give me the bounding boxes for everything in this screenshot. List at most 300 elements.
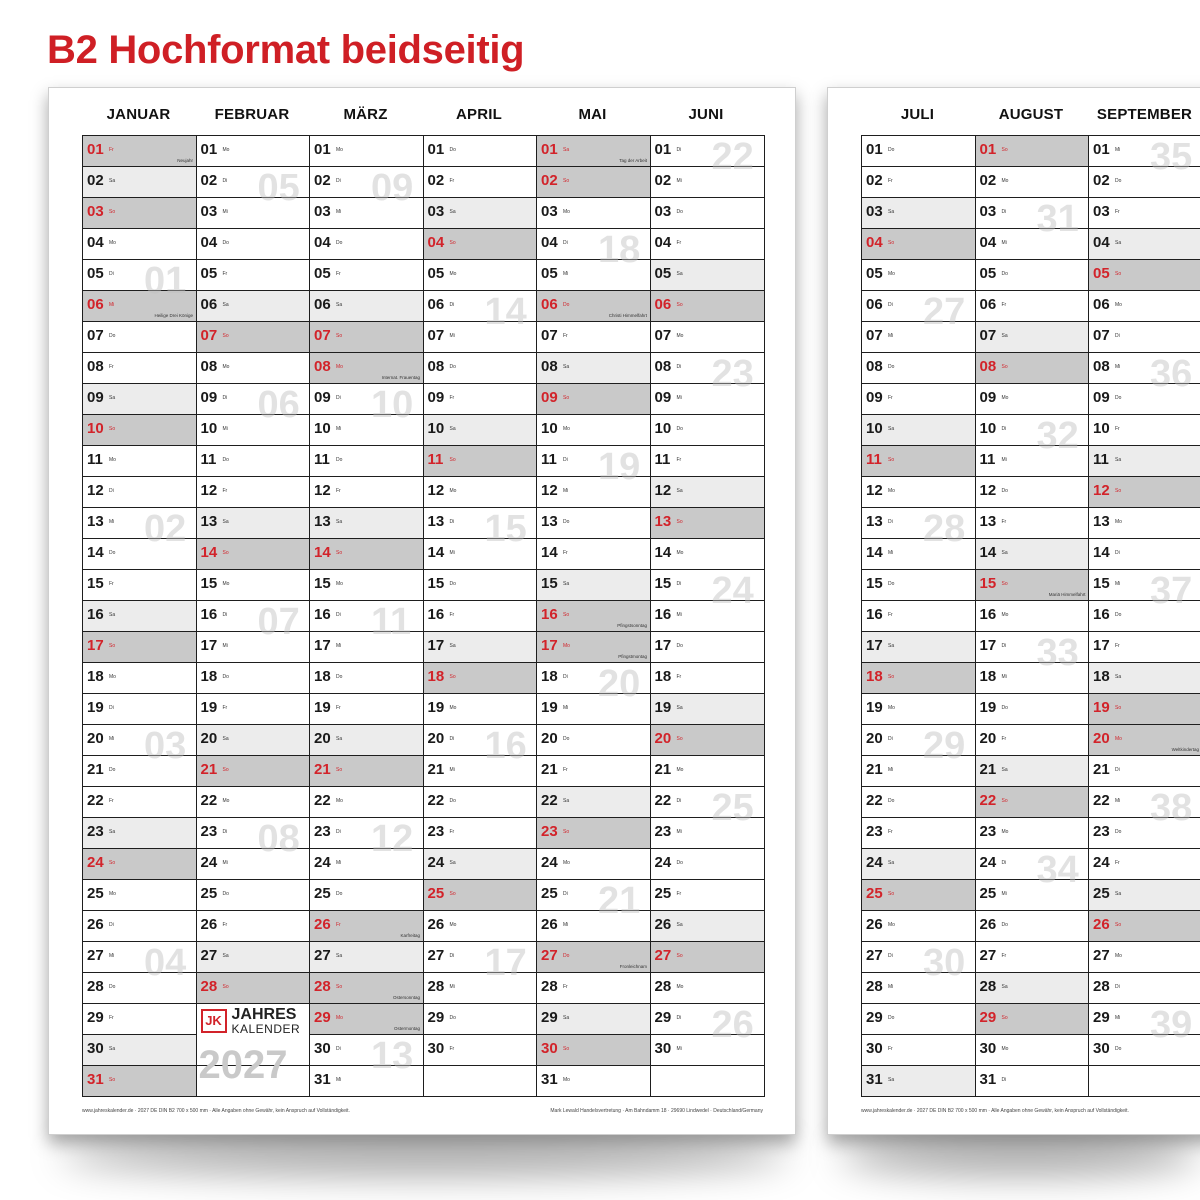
weekday-label: Sa xyxy=(1001,767,1008,773)
day-cell xyxy=(862,445,975,476)
weekday-label: Sa xyxy=(1001,550,1008,556)
weekday-label: Do xyxy=(676,209,683,215)
weekday-label: So xyxy=(563,1046,570,1052)
day-number: 19 xyxy=(866,699,883,716)
day-number: 18 xyxy=(1093,668,1110,685)
day-cell xyxy=(424,445,537,476)
day-number: 01 xyxy=(200,141,218,158)
day-number: 02 xyxy=(200,172,218,189)
day-cell xyxy=(424,383,537,414)
weekday-label: Di xyxy=(222,178,228,184)
weekday-label: Mo xyxy=(1115,302,1122,308)
week-number: 02 xyxy=(144,508,187,550)
weekday-label: Do xyxy=(449,364,456,370)
weekday-label: Fr xyxy=(449,612,455,618)
day-number: 15 xyxy=(200,575,218,592)
weekday-label: Di xyxy=(1001,1077,1007,1083)
weekday-label: So xyxy=(222,767,229,773)
weekday-label: Fr xyxy=(1001,519,1007,525)
day-number: 03 xyxy=(200,203,218,220)
day-cell xyxy=(310,135,423,166)
weekday-label: Do xyxy=(1001,488,1008,494)
weekday-label: Fr xyxy=(1115,426,1120,432)
weekday-label: Fr xyxy=(1115,643,1120,649)
weekday-label: Fr xyxy=(449,829,455,835)
weekday-label: Do xyxy=(222,240,229,246)
weekday-label: Mo xyxy=(336,798,343,804)
weekday-label: Mi xyxy=(222,643,228,649)
weekday-label: So xyxy=(109,426,116,432)
weekday-label: Fr xyxy=(336,488,341,494)
day-number: 23 xyxy=(1093,823,1110,840)
weekday-label: So xyxy=(1115,271,1122,277)
weekday-label: Di xyxy=(563,891,568,897)
day-number: 10 xyxy=(654,420,672,437)
weekday-label: So xyxy=(1001,798,1008,804)
day-number: 07 xyxy=(314,327,331,344)
weekday-label: Di xyxy=(676,364,682,370)
weekday-label: Mi xyxy=(222,426,228,432)
day-cell xyxy=(651,631,764,662)
day-cell xyxy=(1089,538,1200,569)
day-number: 29 xyxy=(1093,1009,1110,1026)
weekday-label: So xyxy=(1001,364,1008,370)
day-cell xyxy=(862,786,975,817)
grid-bottom-line xyxy=(424,1096,537,1097)
day-cell xyxy=(862,352,975,383)
day-number: 18 xyxy=(314,668,331,685)
day-number: 25 xyxy=(541,885,558,902)
holiday-label: Fronleichnam xyxy=(619,964,647,969)
day-number: 06 xyxy=(979,296,997,313)
day-number: 21 xyxy=(654,761,672,778)
week-number: 33 xyxy=(1036,632,1079,674)
day-cell xyxy=(83,879,196,910)
weekday-label: So xyxy=(676,953,683,959)
day-cell xyxy=(197,755,310,786)
day-cell xyxy=(310,569,423,600)
day-number: 28 xyxy=(87,978,104,995)
weekday-label: Sa xyxy=(676,705,683,711)
day-number: 13 xyxy=(979,513,997,530)
weekday-label: Do xyxy=(336,891,343,897)
weekday-label: Mi xyxy=(676,612,682,618)
weekday-label: Sa xyxy=(449,209,456,215)
day-cell xyxy=(537,972,650,1003)
day-cell xyxy=(862,1034,975,1065)
day-number: 13 xyxy=(427,513,445,530)
weekday-label: Do xyxy=(222,457,229,463)
day-cell xyxy=(424,228,537,259)
weekday-label: Sa xyxy=(449,426,456,432)
day-number: 04 xyxy=(866,234,883,251)
weekday-label: Sa xyxy=(1115,457,1122,463)
day-cell xyxy=(197,569,310,600)
week-number: 21 xyxy=(598,880,641,922)
day-number: 18 xyxy=(541,668,558,685)
day-number: 29 xyxy=(979,1009,997,1026)
day-number: 12 xyxy=(979,482,997,499)
day-cell xyxy=(537,569,650,600)
weekday-label: Sa xyxy=(563,364,570,370)
weekday-label: Mi xyxy=(109,302,115,308)
day-cell xyxy=(424,879,537,910)
day-cell xyxy=(1089,631,1200,662)
day-cell xyxy=(976,259,1089,290)
week-number: 36 xyxy=(1150,353,1193,395)
weekday-label: Mo xyxy=(449,705,457,711)
week-number: 06 xyxy=(257,384,300,426)
weekday-label: Mo xyxy=(888,271,895,277)
day-cell xyxy=(424,817,537,848)
day-number: 10 xyxy=(979,420,997,437)
day-cell xyxy=(651,910,764,941)
day-number: 21 xyxy=(541,761,558,778)
day-cell xyxy=(197,786,310,817)
day-cell xyxy=(83,910,196,941)
weekday-label: Sa xyxy=(222,736,229,742)
weekday-label: Di xyxy=(888,736,893,742)
weekday-label: Mo xyxy=(109,457,116,463)
day-number: 11 xyxy=(866,451,882,468)
day-number: 09 xyxy=(541,389,558,406)
weekday-label: Fr xyxy=(109,364,114,370)
day-number: 02 xyxy=(866,172,883,189)
weekday-label: Mi xyxy=(449,333,455,339)
weekday-label: Sa xyxy=(336,953,343,959)
weekday-label: So xyxy=(676,302,683,308)
day-number: 14 xyxy=(87,544,104,561)
month-header: APRIL xyxy=(456,106,502,123)
day-cell xyxy=(197,662,310,693)
day-number: 17 xyxy=(541,637,558,654)
weekday-label: Di xyxy=(888,519,893,525)
holiday-label: Heilige Drei Könige xyxy=(154,313,193,318)
day-number: 14 xyxy=(200,544,218,561)
day-number: 16 xyxy=(200,606,218,623)
day-cell xyxy=(310,755,423,786)
weekday-label: Fr xyxy=(222,922,228,928)
day-cell xyxy=(310,228,423,259)
week-number: 35 xyxy=(1150,136,1193,178)
month-header: JUNI xyxy=(688,106,724,123)
day-number: 09 xyxy=(314,389,331,406)
day-number: 19 xyxy=(1093,699,1110,716)
day-cell xyxy=(424,1034,537,1065)
day-number: 06 xyxy=(654,296,672,313)
empty-cell xyxy=(651,1065,764,1097)
month-header: JULI xyxy=(900,106,935,123)
day-number: 31 xyxy=(979,1071,997,1088)
weekday-label: Mo xyxy=(336,147,343,153)
day-cell xyxy=(651,662,764,693)
day-number: 01 xyxy=(427,141,445,158)
weekday-label: Mi xyxy=(1001,457,1007,463)
weekday-label: Di xyxy=(563,457,568,463)
day-number: 05 xyxy=(541,265,558,282)
day-cell xyxy=(424,910,537,941)
day-number: 02 xyxy=(87,172,104,189)
weekday-label: Mo xyxy=(336,364,343,370)
day-cell xyxy=(83,817,196,848)
day-number: 07 xyxy=(541,327,558,344)
weekday-label: Sa xyxy=(563,147,570,153)
day-number: 08 xyxy=(1093,358,1110,375)
sheet-shadow xyxy=(60,1135,790,1175)
weekday-label: Sa xyxy=(888,209,895,215)
week-number: 37 xyxy=(1150,570,1193,612)
day-number: 22 xyxy=(427,792,445,809)
week-number: 12 xyxy=(371,818,414,860)
day-cell xyxy=(537,197,650,228)
month-header: SEPTEMBER xyxy=(1096,106,1193,123)
day-number: 30 xyxy=(1093,1040,1110,1057)
weekday-label: Di xyxy=(222,612,228,618)
day-number: 21 xyxy=(866,761,883,778)
weekday-label: Fr xyxy=(888,612,893,618)
day-number: 13 xyxy=(87,513,104,530)
weekday-label: Di xyxy=(563,240,568,246)
day-cell xyxy=(83,197,196,228)
weekday-label: Mo xyxy=(222,798,230,804)
weekday-label: Mo xyxy=(1001,612,1009,618)
weekday-label: Mo xyxy=(563,860,570,866)
sheet-shadow xyxy=(840,1135,1200,1175)
weekday-label: So xyxy=(563,178,570,184)
day-cell xyxy=(651,879,764,910)
day-cell xyxy=(197,910,310,941)
day-cell xyxy=(1089,414,1200,445)
day-cell xyxy=(537,755,650,786)
day-cell xyxy=(83,786,196,817)
week-number: 09 xyxy=(371,167,414,209)
day-cell xyxy=(1089,259,1200,290)
weekday-label: Mo xyxy=(336,1015,343,1021)
weekday-label: Di xyxy=(109,705,114,711)
day-number: 30 xyxy=(314,1040,331,1057)
weekday-label: Do xyxy=(109,550,116,556)
holiday-label: Pfingstsonntag xyxy=(617,623,647,628)
day-cell xyxy=(1089,693,1200,724)
day-number: 27 xyxy=(87,947,104,964)
day-cell xyxy=(976,135,1089,166)
weekday-label: Mi xyxy=(1001,240,1007,246)
day-number: 26 xyxy=(1093,916,1110,933)
day-cell xyxy=(1089,228,1200,259)
day-number: 20 xyxy=(314,730,331,747)
day-number: 06 xyxy=(541,296,558,313)
day-number: 26 xyxy=(427,916,445,933)
day-cell xyxy=(310,786,423,817)
weekday-label: Sa xyxy=(888,643,895,649)
week-number: 27 xyxy=(923,291,966,333)
empty-cell xyxy=(424,1065,537,1097)
day-cell xyxy=(651,941,764,972)
weekday-label: Sa xyxy=(676,488,683,494)
weekday-label: Di xyxy=(1001,860,1007,866)
weekday-label: Fr xyxy=(676,891,682,897)
weekday-label: Di xyxy=(336,612,341,618)
weekday-label: Di xyxy=(1001,643,1007,649)
holiday-label: Christi Himmelfahrt xyxy=(608,313,647,318)
day-number: 26 xyxy=(200,916,218,933)
calendar-year: 2027 xyxy=(198,1043,288,1087)
day-cell xyxy=(83,600,196,631)
weekday-label: So xyxy=(1001,1015,1008,1021)
day-cell xyxy=(976,693,1089,724)
logo-title: JAHRES xyxy=(231,1006,297,1023)
weekday-label: Do xyxy=(1001,271,1008,277)
day-number: 07 xyxy=(654,327,672,344)
day-number: 27 xyxy=(979,947,997,964)
week-number: 07 xyxy=(257,601,300,643)
day-number: 17 xyxy=(314,637,331,654)
day-number: 09 xyxy=(1093,389,1110,406)
day-number: 21 xyxy=(427,761,445,778)
day-number: 21 xyxy=(1093,761,1110,778)
day-number: 13 xyxy=(654,513,672,530)
weekday-label: Mi xyxy=(563,705,569,711)
day-cell xyxy=(197,476,310,507)
day-number: 05 xyxy=(427,265,445,282)
day-cell xyxy=(197,507,310,538)
day-number: 29 xyxy=(541,1009,558,1026)
footer-left: www.jahreskalender.de · 2027 DE DIN B2 700 x 500 mm · Alle Angaben ohne Gewähr, kein Anspruch auf Vollständigkeit. xyxy=(861,1108,1129,1114)
weekday-label: Di xyxy=(676,798,682,804)
week-number: 26 xyxy=(711,1004,754,1046)
weekday-label: Fr xyxy=(888,1046,893,1052)
day-cell xyxy=(310,259,423,290)
day-cell xyxy=(862,414,975,445)
weekday-label: Do xyxy=(1115,395,1122,401)
weekday-label: Fr xyxy=(449,395,455,401)
day-number: 07 xyxy=(87,327,104,344)
day-cell xyxy=(651,476,764,507)
day-cell xyxy=(310,352,423,383)
weekday-label: Mo xyxy=(1001,829,1009,835)
day-cell xyxy=(83,1034,196,1065)
day-number: 02 xyxy=(427,172,445,189)
day-cell xyxy=(310,724,423,755)
weekday-label: Mi xyxy=(336,209,342,215)
day-cell xyxy=(424,476,537,507)
day-number: 07 xyxy=(866,327,883,344)
day-number: 22 xyxy=(866,792,883,809)
weekday-label: Sa xyxy=(1001,984,1008,990)
day-number: 19 xyxy=(200,699,218,716)
day-number: 15 xyxy=(654,575,672,592)
day-cell xyxy=(424,414,537,445)
day-number: 18 xyxy=(866,668,883,685)
day-number: 17 xyxy=(200,637,218,654)
weekday-label: So xyxy=(222,333,229,339)
day-cell xyxy=(310,507,423,538)
day-number: 08 xyxy=(200,358,218,375)
day-number: 17 xyxy=(427,637,445,654)
day-number: 19 xyxy=(87,699,104,716)
weekday-label: Mi xyxy=(336,1077,342,1083)
week-number: 23 xyxy=(711,353,754,395)
weekday-label: Sa xyxy=(563,798,570,804)
weekday-label: Mo xyxy=(449,271,457,277)
weekday-label: Mi xyxy=(888,550,894,556)
day-cell xyxy=(537,166,650,197)
weekday-label: So xyxy=(336,984,343,990)
weekday-label: Do xyxy=(109,333,116,339)
day-number: 29 xyxy=(314,1009,331,1026)
day-number: 05 xyxy=(1093,265,1110,282)
weekday-label: Mo xyxy=(676,767,684,773)
day-number: 23 xyxy=(314,823,331,840)
day-number: 11 xyxy=(979,451,996,468)
weekday-label: So xyxy=(888,457,895,463)
weekday-label: Di xyxy=(109,488,114,494)
day-number: 27 xyxy=(541,947,558,964)
day-number: 16 xyxy=(654,606,672,623)
weekday-label: Mi xyxy=(676,395,682,401)
day-cell xyxy=(310,662,423,693)
holiday-label: Ostersonntag xyxy=(392,995,420,1000)
day-cell xyxy=(1089,755,1200,786)
day-number: 05 xyxy=(979,265,997,282)
day-number: 05 xyxy=(200,265,218,282)
day-cell xyxy=(83,662,196,693)
holiday-label: Mariä Himmelfahrt xyxy=(1048,592,1086,597)
day-cell xyxy=(537,507,650,538)
weekday-label: So xyxy=(109,209,116,215)
day-number: 12 xyxy=(866,482,883,499)
weekday-label: Mi xyxy=(336,860,342,866)
weekday-label: Sa xyxy=(449,643,456,649)
day-number: 24 xyxy=(314,854,331,871)
day-number: 24 xyxy=(87,854,104,871)
day-number: 20 xyxy=(200,730,218,747)
day-cell xyxy=(976,1034,1089,1065)
day-number: 18 xyxy=(427,668,445,685)
weekday-label: So xyxy=(888,240,895,246)
day-number: 16 xyxy=(87,606,104,623)
weekday-label: So xyxy=(888,674,895,680)
day-number: 24 xyxy=(541,854,558,871)
day-number: 29 xyxy=(427,1009,445,1026)
weekday-label: So xyxy=(888,891,895,897)
day-number: 06 xyxy=(87,296,104,313)
weekday-label: Di xyxy=(336,178,341,184)
weekday-label: Mi xyxy=(1115,147,1121,153)
weekday-label: Fr xyxy=(336,922,341,928)
weekday-label: Fr xyxy=(888,178,893,184)
day-cell xyxy=(310,693,423,724)
weekday-label: Mo xyxy=(449,488,457,494)
day-number: 23 xyxy=(866,823,883,840)
weekday-label: Mo xyxy=(1115,519,1122,525)
weekday-label: Mi xyxy=(676,1046,682,1052)
weekday-label: Mo xyxy=(888,705,895,711)
weekday-label: Di xyxy=(1115,333,1120,339)
day-number: 16 xyxy=(1093,606,1110,623)
weekday-label: Di xyxy=(336,395,341,401)
day-number: 19 xyxy=(314,699,331,716)
weekday-label: Sa xyxy=(888,860,895,866)
day-cell xyxy=(83,321,196,352)
weekday-label: Sa xyxy=(336,302,343,308)
day-cell xyxy=(862,631,975,662)
weekday-label: Mo xyxy=(676,984,684,990)
day-cell xyxy=(862,476,975,507)
day-number: 17 xyxy=(87,637,104,654)
day-cell xyxy=(976,290,1089,321)
weekday-label: Mo xyxy=(563,209,570,215)
